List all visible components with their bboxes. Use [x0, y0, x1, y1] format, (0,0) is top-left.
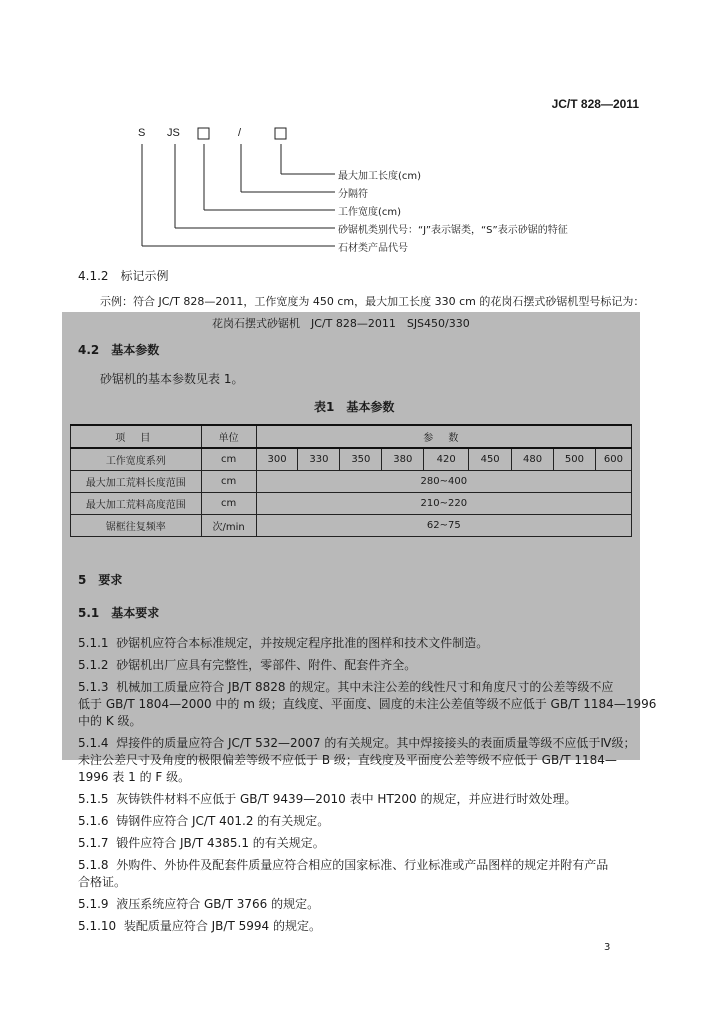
clause-5-1-10 [78, 917, 321, 934]
clause-text: 铸钢件应符合 JC/T 401.2 的有关规定。 [116, 814, 330, 828]
clause-text: 外购件、外协件及配套件质量应符合相应的国家标准、行业标准或产品图样的规定并附有产品 [116, 858, 609, 872]
td-value: 62~75 [256, 515, 631, 537]
clause-text: 锻件应符合 JB/T 4385.1 的有关规定。 [116, 836, 325, 850]
clause-text: 砂锯机出厂应具有完整性，零部件、附件、配套件齐全。 [116, 658, 417, 672]
heading-4-1-2: 4.1.2 标记示例 [78, 269, 169, 283]
clause-5-1-4-line-3: 1996 表 1 的 F 级。 [78, 770, 191, 784]
table-row-height [71, 493, 632, 515]
td-item: 最大加工荒料高度范围 [71, 493, 202, 515]
table-header-row [71, 425, 632, 448]
clause-number: 5.1.2 [78, 658, 109, 672]
page-number: 3 [604, 942, 611, 953]
td-item: 工作宽度系列 [71, 448, 202, 471]
label-max-length: 最大加工长度(cm) [338, 171, 422, 182]
model-code-diagram [130, 122, 650, 262]
clause-number: 5.1.10 [78, 919, 117, 933]
heading-5-1: 5.1 基本要求 [78, 606, 160, 620]
clause-5-1-2 [78, 656, 416, 673]
td-value: 280~400 [256, 471, 631, 493]
clause-5-1-3 [78, 678, 613, 695]
td-value: 210~220 [256, 493, 631, 515]
clause-text: 装配质量应符合 JB/T 5994 的规定。 [123, 919, 321, 933]
label-category-code: 砂锯机类别代号：“J”表示锯类，“S”表示砂锯的特征 [338, 225, 568, 236]
td-width-value: 350 [340, 448, 382, 471]
clause-number: 5.1.7 [78, 836, 109, 850]
clause-5-1-6 [78, 812, 329, 829]
basic-params-intro: 砂锯机的基本参数见表 1。 [100, 372, 244, 386]
td-width-value: 300 [256, 448, 298, 471]
td-item: 锯框往复频率 [71, 515, 202, 537]
clause-5-1-4 [78, 734, 635, 751]
code-box-2 [275, 128, 286, 139]
clause-5-1-9 [78, 895, 319, 912]
clause-5-1-3-line-3: 中的 K 级。 [78, 714, 142, 728]
marking-example-code: 花岗石摆式砂锯机 JC/T 828—2011 SJS450/330 [212, 317, 470, 330]
clause-5-1-4-line-2: 未注公差尺寸及角度的极限偏差等级不应低于 B 级；直线度及平面度公差等级不应低于 GB/T 1184— [78, 753, 617, 767]
clause-number: 5.1.8 [78, 858, 109, 872]
td-width-value: 380 [382, 448, 424, 471]
clause-5-1-7 [78, 834, 325, 851]
td-width-value: 330 [298, 448, 340, 471]
clause-text: 液压系统应符合 GB/T 3766 的规定。 [116, 897, 320, 911]
heading-5: 5 要求 [78, 573, 123, 587]
clause-5-1-8-line-2: 合格证。 [78, 875, 127, 889]
td-width-value: 600 [595, 448, 631, 471]
th-item: 项 目 [71, 425, 202, 448]
clause-text: 灰铸铁件材料不应低于 GB/T 9439—2010 表中 HT200 的规定，并应进行时效处理。 [116, 792, 577, 806]
td-unit: cm [201, 493, 256, 515]
th-params: 参 数 [256, 425, 631, 448]
table-title: 表1 基本参数 [314, 400, 395, 414]
td-item: 最大加工荒料长度范围 [71, 471, 202, 493]
code-part-s: S [138, 127, 146, 139]
td-unit: cm [201, 471, 256, 493]
clause-5-1-8 [78, 856, 608, 873]
standard-number: JC/T 828—2011 [551, 97, 639, 111]
code-part-slash: / [238, 127, 242, 139]
clause-number: 5.1.9 [78, 897, 109, 911]
clause-5-1-3-line-2: 低于 GB/T 1804—2000 中的 m 级；直线度、平面度、圆度的未注公差值等级不应低于 GB/T 1184—1996 [78, 697, 657, 711]
code-part-js: JS [167, 127, 180, 139]
table-row-width [71, 448, 632, 471]
marking-example-text: 示例：符合 JC/T 828—2011，工作宽度为 450 cm，最大加工长度 330 cm 的花岗石摆式砂锯机型号标记为： [100, 295, 645, 308]
heading-4-2: 4.2 基本参数 [78, 343, 160, 357]
td-width-value: 420 [424, 448, 469, 471]
label-separator: 分隔符 [338, 189, 368, 200]
clause-text: 砂锯机应符合本标准规定，并按规定程序批准的图样和技术文件制造。 [116, 636, 489, 650]
clause-number: 5.1.6 [78, 814, 109, 828]
clause-number: 5.1.4 [78, 736, 109, 750]
table-row-length [71, 471, 632, 493]
code-box-1 [198, 128, 209, 139]
td-width-value: 480 [512, 448, 554, 471]
label-work-width: 工作宽度(cm) [338, 207, 402, 218]
clause-number: 5.1.1 [78, 636, 109, 650]
clause-5-1-1 [78, 634, 488, 651]
td-unit: cm [201, 448, 256, 471]
td-width-value: 450 [469, 448, 512, 471]
th-unit: 单位 [201, 425, 256, 448]
td-unit: 次/min [201, 515, 256, 537]
clause-text: 焊接件的质量应符合 JC/T 532—2007 的有关规定。其中焊接接头的表面质量等级不应低于Ⅳ级； [116, 736, 636, 750]
clause-number: 5.1.3 [78, 680, 109, 694]
label-product-code: 石材类产品代号 [338, 243, 408, 254]
td-width-value: 500 [554, 448, 596, 471]
table-row-frequency [71, 515, 632, 537]
basic-parameters-table [70, 424, 632, 537]
clause-5-1-5 [78, 790, 577, 807]
clause-number: 5.1.5 [78, 792, 109, 806]
clause-text: 机械加工质量应符合 JB/T 8828 的规定。其中未注公差的线性尺寸和角度尺寸的公差等级不应 [116, 680, 614, 694]
